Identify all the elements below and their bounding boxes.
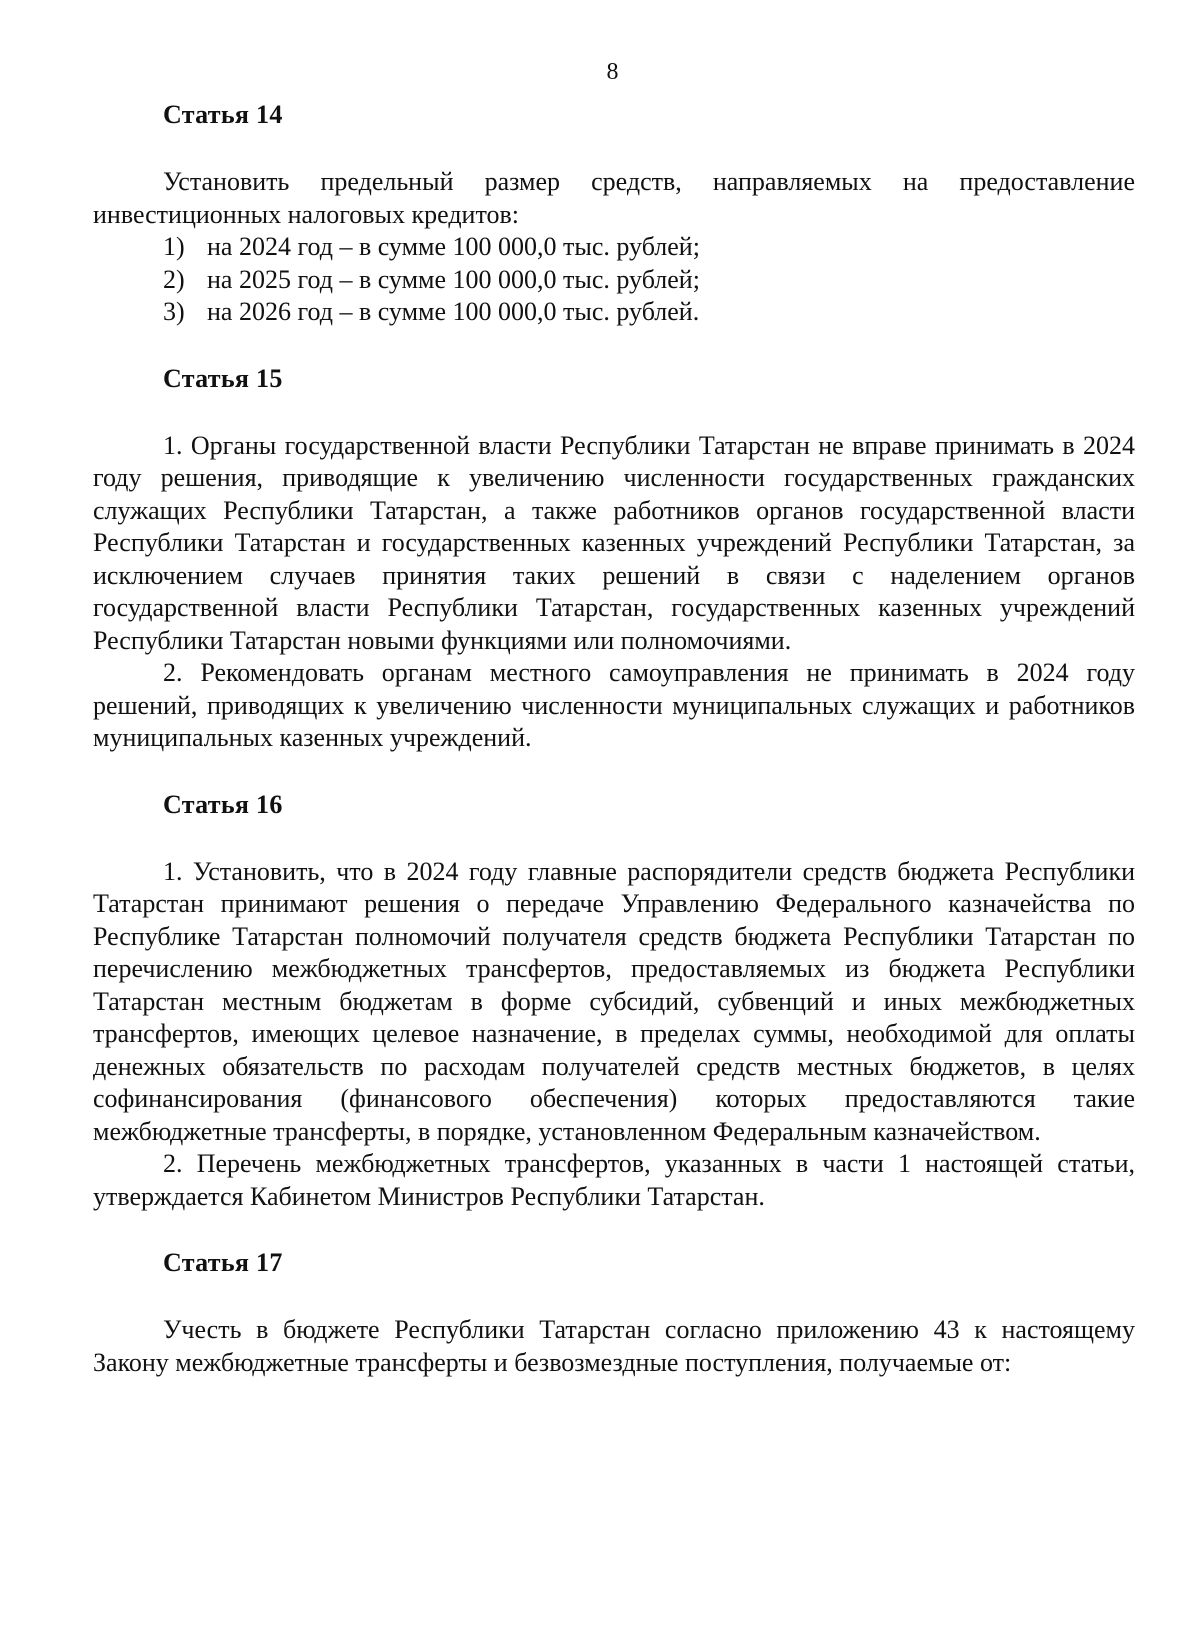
list-item-number: 1) bbox=[163, 232, 185, 261]
article-paragraph: 2. Перечень межбюджетных трансфертов, указанных в части 1 настоящей статьи, утверждается Кабинетом Министров Республики Татарстан. bbox=[93, 1149, 1135, 1211]
article-heading: Статья 17 bbox=[163, 1248, 283, 1277]
list-item bbox=[163, 264, 1135, 297]
article-17 bbox=[93, 1249, 1135, 1379]
article-15 bbox=[93, 365, 1135, 755]
list-item bbox=[163, 231, 1135, 264]
article-heading: Статья 15 bbox=[163, 363, 283, 393]
list-item-text: на 2026 год – в сумме 100 000,0 тыс. рублей. bbox=[207, 297, 700, 326]
article-paragraph: 1. Органы государственной власти Республики Татарстан не вправе принимать в 2024 году решения, приводящие к увеличению численности государственных гражданских служащих Республики Татарстан, а также работников органов государственной власти Республики Татарстан и государственных казенных учреждений Республики Татарстан, за исключением случаев принятия таких решений в связи с наделением органов государственной власти Республики Татарстан, государственных казенных учреждений Республики Татарстан новыми функциями или полномочиями. bbox=[93, 430, 1135, 655]
list-item-text: на 2025 год – в сумме 100 000,0 тыс. рублей; bbox=[207, 264, 700, 294]
article-paragraph: Установить предельный размер средств, направляемых на предоставление инвестиционных налоговых кредитов: bbox=[93, 167, 1135, 229]
article-14 bbox=[93, 101, 1135, 329]
document-body bbox=[93, 101, 1135, 1379]
list-item bbox=[163, 296, 1135, 329]
article-16 bbox=[93, 791, 1135, 1214]
list-item-number: 3) bbox=[163, 297, 185, 326]
article-heading: Статья 16 bbox=[163, 789, 283, 819]
article-paragraph: 1. Установить, что в 2024 году главные распорядители средств бюджета Республики Татарстан принимают решения о передаче Управлению Федерального казначейства по Республике Татарстан полномочий получателя средств бюджета Республики Татарстан по перечислению межбюджетных трансфертов, предоставляемых из бюджета Республики Татарстан местным бюджетам в форме субсидий, субвенций и иных межбюджетных трансфертов, имеющих целевое назначение, в пределах суммы, необходимой для оплаты денежных обязательств по расходам получателей средств местных бюджетов, в целях софинансирования (финансового обеспечения) которых предоставляются такие межбюджетные трансферты, в порядке, установленном Федеральным казначейством. bbox=[93, 856, 1135, 1146]
page-number: 8 bbox=[606, 59, 619, 85]
article-paragraph: Учесть в бюджете Республики Татарстан согласно приложению 43 к настоящему Закону межбюджетные трансферты и безвозмездные поступления, получаемые от: bbox=[93, 1315, 1135, 1377]
list-item-number: 2) bbox=[163, 264, 185, 294]
article-heading: Статья 14 bbox=[163, 100, 283, 129]
article-paragraph: 2. Рекомендовать органам местного самоуправления не принимать в 2024 году решений, приводящих к увеличению численности муниципальных служащих и работников муниципальных казенных учреждений. bbox=[93, 658, 1135, 752]
list-item-text: на 2024 год – в сумме 100 000,0 тыс. рублей; bbox=[207, 232, 700, 261]
